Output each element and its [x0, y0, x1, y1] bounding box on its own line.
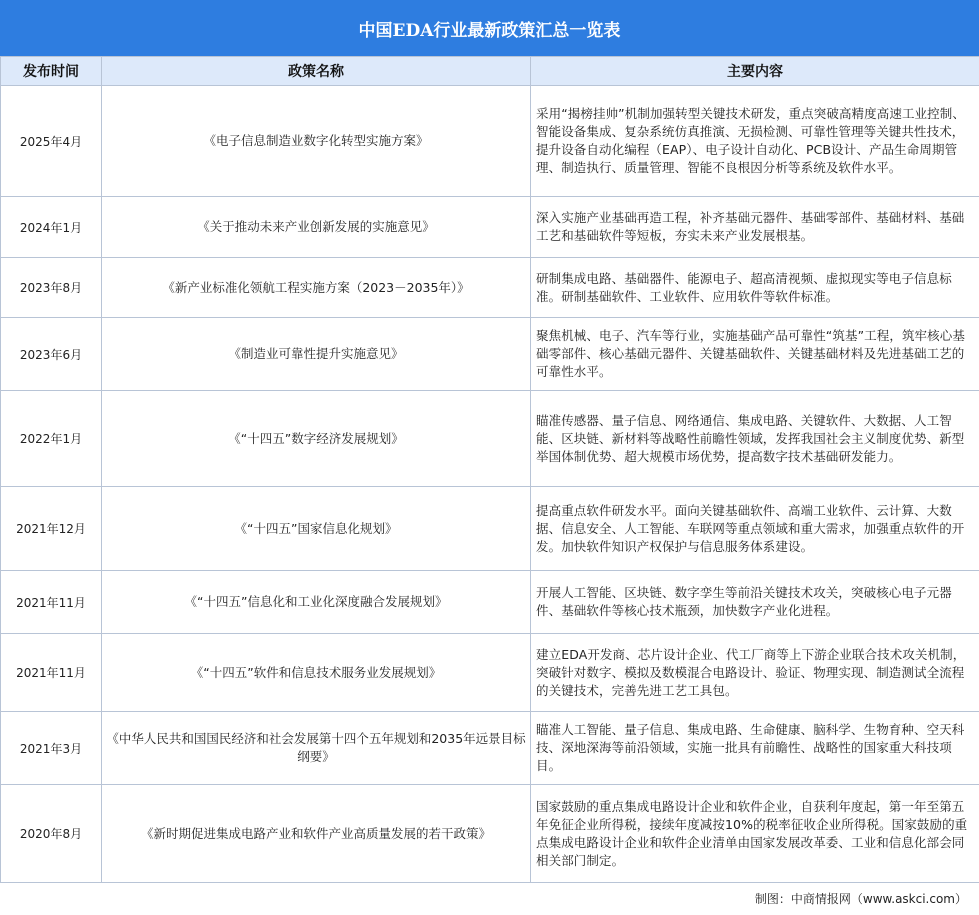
policy-date: 2021年12月: [1, 487, 102, 571]
table-row: [1, 318, 979, 391]
policy-date: 2022年1月: [1, 391, 102, 487]
policy-content: 瞄准传感器、量子信息、网络通信、集成电路、关键软件、大数据、人工智能、区块链、新材料等战略性前瞻性领域，发挥我国社会主义制度优势、新型举国体制优势、超大规模市场优势，提高数字技术基础研发能力。: [531, 391, 979, 487]
policy-table: [0, 56, 979, 883]
policy-name: 《“十四五”信息化和工业化深度融合发展规划》: [102, 571, 531, 634]
policy-date: 2023年8月: [1, 258, 102, 318]
policy-date: 2020年8月: [1, 785, 102, 883]
policy-name: 《中华人民共和国国民经济和社会发展第十四个五年规划和2035年远景目标纲要》: [102, 712, 531, 785]
column-header-date: 发布时间: [1, 57, 102, 86]
policy-content: 国家鼓励的重点集成电路设计企业和软件企业，自获利年度起，第一年至第五年免征企业所得税，接续年度减按10%的税率征收企业所得税。国家鼓励的重点集成电路设计企业和软件企业清单由国家发展改革委、工业和信息化部会同相关部门制定。: [531, 785, 979, 883]
policy-name: 《“十四五”数字经济发展规划》: [102, 391, 531, 487]
table-title: 中国EDA行业最新政策汇总一览表: [0, 0, 979, 56]
policy-content: 瞄准人工智能、量子信息、集成电路、生命健康、脑科学、生物育种、空天科技、深地深海等前沿领域，实施一批具有前瞻性、战略性的国家重大科技项目。: [531, 712, 979, 785]
policy-date: 2021年3月: [1, 712, 102, 785]
policy-date: 2025年4月: [1, 86, 102, 197]
policy-name: 《新产业标准化领航工程实施方案（2023－2035年）》: [102, 258, 531, 318]
policy-content: 开展人工智能、区块链、数字孪生等前沿关键技术攻关，突破核心电子元器件、基础软件等核心技术瓶颈，加快数字产业化进程。: [531, 571, 979, 634]
column-header-name: 政策名称: [102, 57, 531, 86]
column-header-content: 主要内容: [531, 57, 979, 86]
policy-content: 建立EDA开发商、芯片设计企业、代工厂商等上下游企业联合技术攻关机制，突破针对数字、模拟及数模混合电路设计、验证、物理实现、制造测试全流程的关键技术，完善先进工艺工具包。: [531, 634, 979, 712]
table-row: [1, 258, 979, 318]
policy-name: 《“十四五”国家信息化规划》: [102, 487, 531, 571]
policy-name: 《电子信息制造业数字化转型实施方案》: [102, 86, 531, 197]
policy-name: 《关于推动未来产业创新发展的实施意见》: [102, 197, 531, 258]
table-row: [1, 571, 979, 634]
policy-content: 研制集成电路、基础器件、能源电子、超高清视频、虚拟现实等电子信息标准。研制基础软件、工业软件、应用软件等软件标准。: [531, 258, 979, 318]
policy-date: 2021年11月: [1, 634, 102, 712]
policy-date: 2024年1月: [1, 197, 102, 258]
source-credit: 制图：中商情报网（www.askci.com）: [754, 891, 967, 906]
header-row: [1, 57, 979, 86]
table-row: [1, 634, 979, 712]
policy-content: 聚焦机械、电子、汽车等行业，实施基础产品可靠性“筑基”工程，筑牢核心基础零部件、核心基础元器件、关键基础软件、关键基础材料及先进基础工艺的可靠性水平。: [531, 318, 979, 391]
policy-name: 《新时期促进集成电路产业和软件产业高质量发展的若干政策》: [102, 785, 531, 883]
table-row: [1, 785, 979, 883]
policy-content: 深入实施产业基础再造工程，补齐基础元器件、基础零部件、基础材料、基础工艺和基础软件等短板，夯实未来产业发展根基。: [531, 197, 979, 258]
table-row: [1, 86, 979, 197]
policy-content: 采用“揭榜挂帅”机制加强转型关键技术研发，重点突破高精度高速工业控制、智能设备集成、复杂系统仿真推演、无损检测、可靠性管理等关键共性技术，提升设备自动化编程（EAP）、电子设计自动化、PCB设计、产品生命周期管理、制造执行、质量管理、智能不良根因分析等系统及软件水平。: [531, 86, 979, 197]
policy-date: 2021年11月: [1, 571, 102, 634]
table-row: [1, 197, 979, 258]
table-row: [1, 391, 979, 487]
policy-date: 2023年6月: [1, 318, 102, 391]
table-row: [1, 487, 979, 571]
policy-content: 提高重点软件研发水平。面向关键基础软件、高端工业软件、云计算、大数据、信息安全、人工智能、车联网等重点领域和重大需求，加强重点软件的开发。加快软件知识产权保护与信息服务体系建设。: [531, 487, 979, 571]
policy-name: 《制造业可靠性提升实施意见》: [102, 318, 531, 391]
table-row: [1, 712, 979, 785]
policy-name: 《“十四五”软件和信息技术服务业发展规划》: [102, 634, 531, 712]
